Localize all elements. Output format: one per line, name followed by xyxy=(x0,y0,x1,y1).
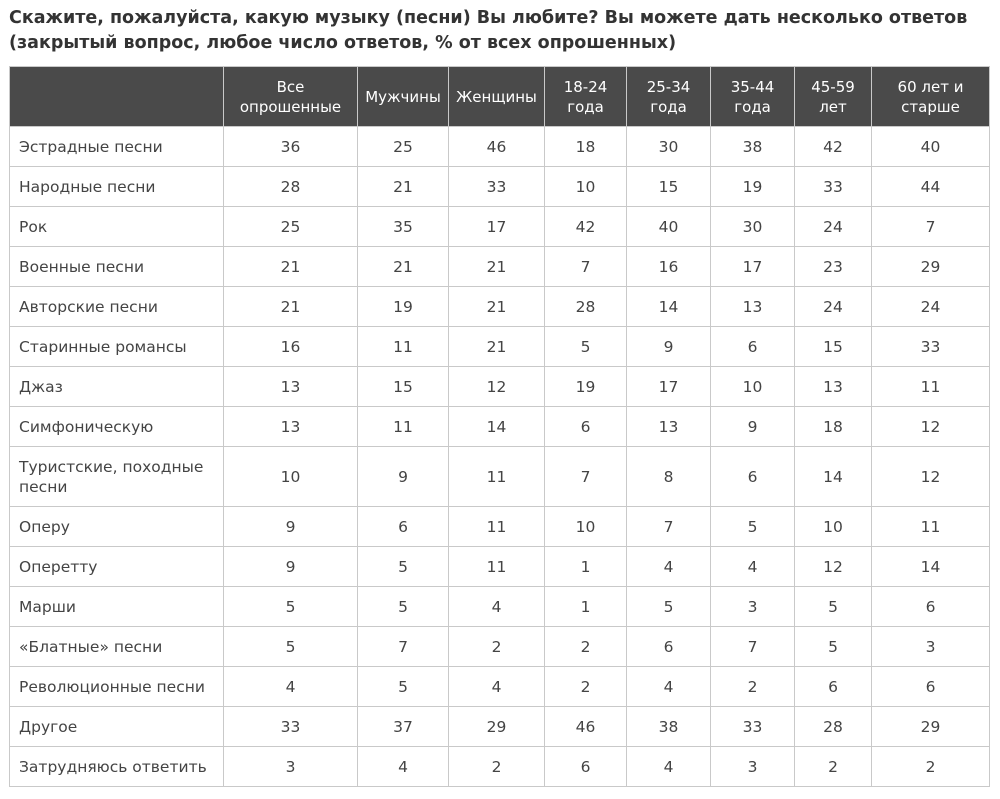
table-cell: 28 xyxy=(545,287,627,327)
table-cell: 10 xyxy=(224,447,358,507)
table-cell: 2 xyxy=(795,747,872,787)
table-cell: 11 xyxy=(449,507,545,547)
table-cell: 33 xyxy=(224,707,358,747)
table-cell: 24 xyxy=(795,287,872,327)
row-label: Военные песни xyxy=(10,247,224,287)
table-cell: 6 xyxy=(358,507,449,547)
table-row xyxy=(10,287,990,327)
table-cell: 12 xyxy=(449,367,545,407)
table-cell: 15 xyxy=(358,367,449,407)
table-cell: 5 xyxy=(358,547,449,587)
table-cell: 2 xyxy=(449,747,545,787)
table-cell: 12 xyxy=(872,407,990,447)
row-label: Рок xyxy=(10,207,224,247)
table-cell: 9 xyxy=(711,407,795,447)
table-row xyxy=(10,507,990,547)
table-cell: 3 xyxy=(224,747,358,787)
table-cell: 6 xyxy=(872,587,990,627)
table-cell: 14 xyxy=(872,547,990,587)
table-cell: 19 xyxy=(545,367,627,407)
table-cell: 13 xyxy=(224,367,358,407)
table-cell: 46 xyxy=(545,707,627,747)
table-cell: 29 xyxy=(872,707,990,747)
row-label: Затрудняюсь ответить xyxy=(10,747,224,787)
table-cell: 44 xyxy=(872,167,990,207)
table-cell: 5 xyxy=(224,587,358,627)
column-header-men: Мужчины xyxy=(358,67,449,127)
table-cell: 4 xyxy=(358,747,449,787)
table-cell: 28 xyxy=(795,707,872,747)
table-cell: 2 xyxy=(711,667,795,707)
table-cell: 5 xyxy=(795,627,872,667)
table-cell: 11 xyxy=(872,507,990,547)
table-cell: 40 xyxy=(872,127,990,167)
table-cell: 13 xyxy=(795,367,872,407)
table-cell: 5 xyxy=(711,507,795,547)
table-cell: 7 xyxy=(358,627,449,667)
table-cell: 42 xyxy=(795,127,872,167)
row-label: Джаз xyxy=(10,367,224,407)
table-cell: 9 xyxy=(358,447,449,507)
table-cell: 42 xyxy=(545,207,627,247)
table-cell: 9 xyxy=(224,547,358,587)
table-row xyxy=(10,627,990,667)
table-cell: 25 xyxy=(358,127,449,167)
row-label: Оперу xyxy=(10,507,224,547)
table-cell: 2 xyxy=(449,627,545,667)
table-cell: 37 xyxy=(358,707,449,747)
table-cell: 1 xyxy=(545,547,627,587)
table-row xyxy=(10,247,990,287)
column-header-all: Все опрошенные xyxy=(224,67,358,127)
table-cell: 5 xyxy=(795,587,872,627)
row-label: Марши xyxy=(10,587,224,627)
column-header-age-18-24: 18-24 года xyxy=(545,67,627,127)
table-cell: 33 xyxy=(711,707,795,747)
table-cell: 4 xyxy=(224,667,358,707)
table-cell: 35 xyxy=(358,207,449,247)
table-cell: 6 xyxy=(545,407,627,447)
row-label: Старинные романсы xyxy=(10,327,224,367)
row-label: Другое xyxy=(10,707,224,747)
table-cell: 11 xyxy=(358,407,449,447)
table-cell: 10 xyxy=(711,367,795,407)
table-row xyxy=(10,207,990,247)
row-label: Авторские песни xyxy=(10,287,224,327)
column-header-corner xyxy=(10,67,224,127)
table-cell: 6 xyxy=(872,667,990,707)
row-label: Революционные песни xyxy=(10,667,224,707)
table-cell: 15 xyxy=(627,167,711,207)
table-cell: 10 xyxy=(545,167,627,207)
table-row xyxy=(10,447,990,507)
table-cell: 4 xyxy=(449,667,545,707)
table-cell: 4 xyxy=(627,547,711,587)
table-cell: 19 xyxy=(711,167,795,207)
table-cell: 2 xyxy=(545,667,627,707)
table-cell: 33 xyxy=(872,327,990,367)
row-label: Симфоническую xyxy=(10,407,224,447)
table-cell: 24 xyxy=(872,287,990,327)
table-cell: 38 xyxy=(627,707,711,747)
table-cell: 4 xyxy=(627,747,711,787)
table-cell: 11 xyxy=(872,367,990,407)
table-cell: 7 xyxy=(627,507,711,547)
table-row xyxy=(10,167,990,207)
table-cell: 16 xyxy=(627,247,711,287)
table-cell: 46 xyxy=(449,127,545,167)
table-cell: 3 xyxy=(711,587,795,627)
table-row xyxy=(10,667,990,707)
table-cell: 33 xyxy=(795,167,872,207)
table-cell: 6 xyxy=(711,447,795,507)
table-cell: 6 xyxy=(545,747,627,787)
table-cell: 7 xyxy=(872,207,990,247)
table-row xyxy=(10,367,990,407)
table-row xyxy=(10,587,990,627)
table-cell: 7 xyxy=(545,447,627,507)
table-cell: 13 xyxy=(224,407,358,447)
table-title: Скажите, пожалуйста, какую музыку (песни) Вы любите? Вы можете дать несколько ответов (закрытый вопрос, любое число ответов, % от всех опрошенных) xyxy=(9,8,968,53)
table-cell: 19 xyxy=(358,287,449,327)
column-header-age-35-44: 35-44 года xyxy=(711,67,795,127)
table-cell: 2 xyxy=(872,747,990,787)
table-cell: 30 xyxy=(627,127,711,167)
header-row xyxy=(10,67,990,127)
table-cell: 5 xyxy=(358,667,449,707)
table-cell: 21 xyxy=(224,287,358,327)
table-cell: 10 xyxy=(545,507,627,547)
table-cell: 7 xyxy=(711,627,795,667)
table-cell: 11 xyxy=(449,447,545,507)
table-cell: 6 xyxy=(627,627,711,667)
table-cell: 23 xyxy=(795,247,872,287)
table-cell: 5 xyxy=(358,587,449,627)
table-cell: 36 xyxy=(224,127,358,167)
table-cell: 30 xyxy=(711,207,795,247)
table-row xyxy=(10,747,990,787)
table-cell: 33 xyxy=(449,167,545,207)
table-cell: 13 xyxy=(711,287,795,327)
table-cell: 13 xyxy=(627,407,711,447)
table-cell: 24 xyxy=(795,207,872,247)
table-cell: 18 xyxy=(545,127,627,167)
table-cell: 14 xyxy=(795,447,872,507)
row-label: Туристские, походные песни xyxy=(10,447,224,507)
column-header-age-25-34: 25-34 года xyxy=(627,67,711,127)
table-cell: 6 xyxy=(795,667,872,707)
table-cell: 38 xyxy=(711,127,795,167)
table-cell: 4 xyxy=(711,547,795,587)
table-cell: 7 xyxy=(545,247,627,287)
table-cell: 8 xyxy=(627,447,711,507)
table-cell: 11 xyxy=(449,547,545,587)
table-cell: 1 xyxy=(545,587,627,627)
column-header-age-45-59: 45-59 лет xyxy=(795,67,872,127)
table-row xyxy=(10,327,990,367)
table-cell: 5 xyxy=(545,327,627,367)
table-cell: 21 xyxy=(449,247,545,287)
table-cell: 15 xyxy=(795,327,872,367)
table-cell: 11 xyxy=(358,327,449,367)
table-cell: 16 xyxy=(224,327,358,367)
table-cell: 29 xyxy=(449,707,545,747)
table-cell: 9 xyxy=(224,507,358,547)
survey-table xyxy=(9,66,990,787)
table-row xyxy=(10,707,990,747)
table-cell: 21 xyxy=(358,167,449,207)
table-cell: 40 xyxy=(627,207,711,247)
table-cell: 29 xyxy=(872,247,990,287)
table-cell: 4 xyxy=(449,587,545,627)
table-row xyxy=(10,547,990,587)
table-cell: 25 xyxy=(224,207,358,247)
table-cell: 14 xyxy=(449,407,545,447)
table-cell: 3 xyxy=(872,627,990,667)
table-cell: 21 xyxy=(449,327,545,367)
table-row xyxy=(10,127,990,167)
table-cell: 21 xyxy=(449,287,545,327)
row-label: Народные песни xyxy=(10,167,224,207)
row-label: Эстрадные песни xyxy=(10,127,224,167)
table-cell: 5 xyxy=(627,587,711,627)
table-cell: 9 xyxy=(627,327,711,367)
column-header-women: Женщины xyxy=(449,67,545,127)
table-cell: 5 xyxy=(224,627,358,667)
row-label: Оперетту xyxy=(10,547,224,587)
table-cell: 28 xyxy=(224,167,358,207)
table-cell: 17 xyxy=(449,207,545,247)
table-cell: 10 xyxy=(795,507,872,547)
table-cell: 2 xyxy=(545,627,627,667)
table-cell: 14 xyxy=(627,287,711,327)
table-cell: 12 xyxy=(795,547,872,587)
table-cell: 21 xyxy=(224,247,358,287)
table-cell: 4 xyxy=(627,667,711,707)
table-header xyxy=(10,67,990,127)
table-body xyxy=(10,127,990,787)
table-cell: 12 xyxy=(872,447,990,507)
table-cell: 18 xyxy=(795,407,872,447)
row-label: «Блатные» песни xyxy=(10,627,224,667)
column-header-age-60-plus: 60 лет и старше xyxy=(872,67,990,127)
table-cell: 17 xyxy=(711,247,795,287)
table-cell: 6 xyxy=(711,327,795,367)
table-row xyxy=(10,407,990,447)
table-cell: 3 xyxy=(711,747,795,787)
table-cell: 21 xyxy=(358,247,449,287)
table-cell: 17 xyxy=(627,367,711,407)
